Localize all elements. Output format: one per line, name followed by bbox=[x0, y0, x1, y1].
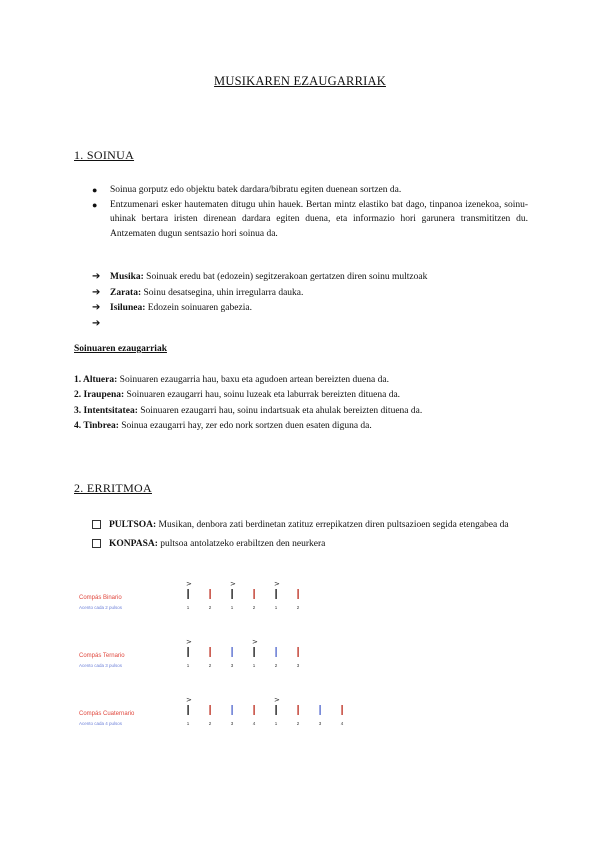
beat-number: 1 bbox=[186, 663, 190, 668]
beat-number: 1 bbox=[230, 605, 234, 610]
pulse-bar bbox=[275, 647, 276, 657]
accent-mark: > bbox=[186, 638, 192, 646]
section-1-heading: 1. SOINUA bbox=[74, 148, 135, 162]
property-item-intentsitatea: 3. Intentsitatea: Soinuaren ezaugarri hau, soinu indartsuak eta ahulak bereizten dituena da. bbox=[74, 405, 423, 416]
pulse-bar bbox=[187, 705, 188, 715]
pulse-bar bbox=[231, 705, 232, 715]
pulse-bar bbox=[253, 589, 254, 599]
properties-subheading: Soinuaren ezaugarriak bbox=[74, 344, 167, 354]
arrow-right-icon: ➔ bbox=[92, 317, 101, 329]
pulse-bar bbox=[275, 589, 276, 599]
arrow-right-icon: ➔ bbox=[92, 286, 101, 298]
bullet-dot-icon: ● bbox=[92, 199, 98, 210]
beat-number: 3 bbox=[230, 721, 234, 726]
compas-row-sublabel: Acento cada 3 pulsos bbox=[79, 663, 123, 668]
pulse-bar bbox=[209, 705, 210, 715]
arrow-item-zarata: ➔ Zarata: Soinu desatsegina, uhin irregularra dauka. bbox=[92, 286, 427, 302]
compas-row-label: Compás Cuaternario bbox=[79, 711, 135, 717]
soinua-bullet-list bbox=[92, 183, 528, 241]
pulse-bar bbox=[297, 647, 298, 657]
pulse-bar bbox=[275, 705, 276, 715]
checkbox-icon bbox=[92, 539, 101, 548]
pulse-bar bbox=[253, 705, 254, 715]
pulse-bar bbox=[319, 705, 320, 715]
accent-mark: > bbox=[252, 638, 258, 646]
accent-mark: > bbox=[230, 580, 236, 588]
pulse-bar bbox=[231, 589, 232, 599]
pulse-bar bbox=[253, 647, 254, 657]
beat-number: 1 bbox=[274, 721, 278, 726]
arrow-item-empty bbox=[92, 317, 427, 333]
beat-number: 2 bbox=[208, 663, 212, 668]
beat-number: 2 bbox=[208, 605, 212, 610]
erritmoa-checkbox-list bbox=[92, 518, 532, 555]
property-item-iraupena: 2. Iraupena: Soinuaren ezaugarri hau, soinu luzeak eta laburrak bereizten dituena da. bbox=[74, 390, 401, 401]
beat-number: 3 bbox=[230, 663, 234, 668]
pulse-bar bbox=[209, 647, 210, 657]
beat-number: 3 bbox=[296, 663, 300, 668]
bullet-dot-icon: ● bbox=[92, 185, 98, 195]
pulse-bar bbox=[297, 705, 298, 715]
pulse-bar bbox=[187, 589, 188, 599]
compas-row-label: Compás Ternario bbox=[79, 653, 125, 659]
property-item-tinbrea: 4. Tinbrea: Soinua ezaugarri hay, zer edo nork sortzen duen esaten diguna da. bbox=[74, 420, 372, 431]
arrow-item-musika: ➔ Musika: Soinuak eredu bat (edozein) segitzerakoan gertatzen diren soinu multzoak bbox=[92, 270, 427, 286]
compas-row-sublabel: Acento cada 4 pulsos bbox=[79, 721, 123, 726]
beat-number: 2 bbox=[274, 663, 278, 668]
compas-row-sublabel: Acento cada 2 pulsos bbox=[79, 605, 123, 610]
accent-mark: > bbox=[274, 580, 280, 588]
accent-mark: > bbox=[186, 696, 192, 704]
compas-row-label: Compás Binario bbox=[79, 595, 122, 601]
beat-number: 2 bbox=[208, 721, 212, 726]
beat-number: 1 bbox=[274, 605, 278, 610]
document-title: MUSIKAREN EZAUGARRIAK bbox=[214, 74, 386, 88]
properties-list bbox=[74, 373, 422, 434]
accent-mark: > bbox=[186, 580, 192, 588]
check-item-konpasa: KONPASA: pultsoa antolatzeko erabiltzen den neurkera bbox=[92, 537, 532, 552]
pulse-bar bbox=[341, 705, 342, 715]
pulse-bar bbox=[209, 589, 210, 599]
arrow-item-isilunea: ➔ Isilunea: Edozein soinuaren gabezia. bbox=[92, 301, 427, 317]
pulse-bar bbox=[231, 647, 232, 657]
beat-number: 1 bbox=[186, 721, 190, 726]
arrow-right-icon: ➔ bbox=[92, 302, 101, 313]
pulse-bar bbox=[297, 589, 298, 599]
checkbox-icon bbox=[92, 520, 101, 529]
pulse-bar bbox=[187, 647, 188, 657]
beat-number: 2 bbox=[252, 605, 256, 610]
beat-number: 2 bbox=[296, 721, 300, 726]
section-2-heading: 2. ERRITMOA bbox=[74, 481, 152, 495]
beat-number: 4 bbox=[252, 721, 256, 726]
beat-number: 2 bbox=[296, 605, 300, 610]
bullet-item: ● Soinua gorputz edo objektu batek dardara/bibratu egiten duenean sortzen da. bbox=[92, 183, 528, 198]
compas-diagram bbox=[73, 577, 355, 735]
beat-number: 3 bbox=[318, 721, 322, 726]
accent-mark: > bbox=[274, 696, 280, 704]
beat-number: 4 bbox=[340, 721, 344, 726]
beat-number: 1 bbox=[252, 663, 256, 668]
bullet-item: ● Entzumenari esker hautematen ditugu uhin hauek. Bertan mintz elastiko bat dago, tinpanoa izenekoa, soinu-uhinak bertara iristen direnean dardara egiten duena, eta informazio hori garunera transmititzen du. Antzematen dugun sentsazio hori soinua da. bbox=[92, 199, 528, 239]
beat-number: 1 bbox=[186, 605, 190, 610]
property-item-altuera: 1. Altuera: Soinuaren ezaugarria hau, baxu eta agudoen artean bereizten duena da. bbox=[74, 375, 389, 385]
arrow-right-icon: ➔ bbox=[92, 271, 101, 282]
compas-diagram-svg bbox=[73, 577, 355, 735]
definitions-arrow-list bbox=[92, 270, 427, 332]
check-item-pultsoa: PULTSOA: Musikan, denbora zati berdinetan zatituz errepikatzen diren pultsazioen segida etengabea da bbox=[92, 518, 532, 533]
